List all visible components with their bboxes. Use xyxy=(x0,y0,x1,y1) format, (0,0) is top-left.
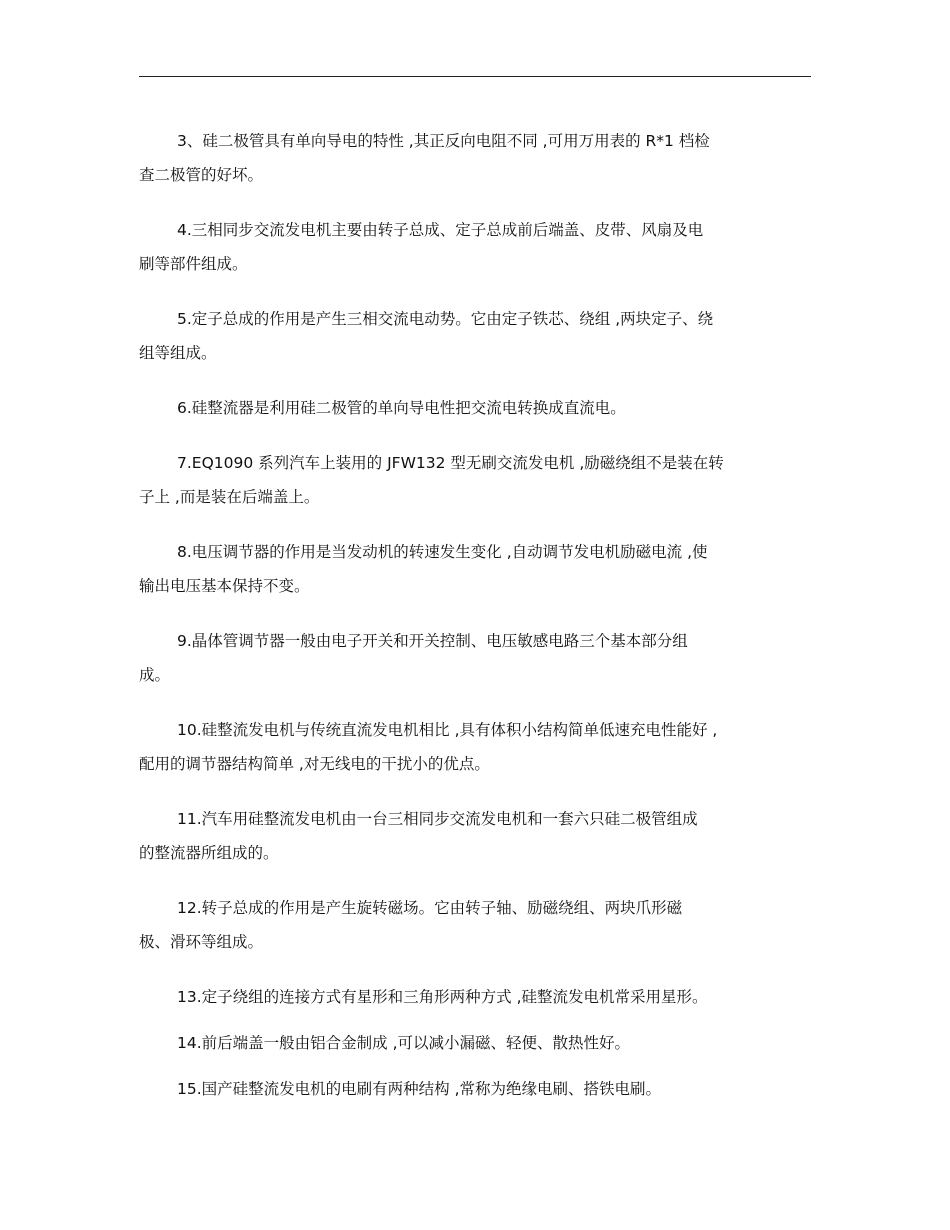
document-body xyxy=(139,124,811,1106)
paragraph-12-line-1: 12.转子总成的作用是产生旋转磁场。它由转子轴、励磁绕组、两块爪形磁 xyxy=(177,899,683,917)
paragraph-15-line-1: 15.国产硅整流发电机的电刷有两种结构 ,常称为绝缘电刷、搭铁电刷。 xyxy=(177,1080,662,1098)
paragraph-5-line-2: 组等组成。 xyxy=(139,344,217,362)
paragraph-13 xyxy=(139,980,811,1014)
paragraph-11 xyxy=(139,802,811,870)
paragraph-3 xyxy=(139,124,811,192)
paragraph-11-line-2: 的整流器所组成的。 xyxy=(139,844,279,862)
paragraph-4 xyxy=(139,213,811,281)
paragraph-3-line-1: 3、硅二极管具有单向导电的特性 ,其正反向电阻不同 ,可用万用表的 R*1 档检 xyxy=(177,132,710,150)
paragraph-14-line-1: 14.前后端盖一般由铝合金制成 ,可以减小漏磁、轻便、散热性好。 xyxy=(177,1034,631,1052)
paragraph-7-line-1: 7.EQ1090 系列汽车上装用的 JFW132 型无刷交流发电机 ,励磁绕组不是装在转 xyxy=(177,454,724,472)
header-rule xyxy=(139,76,811,77)
paragraph-10 xyxy=(139,713,811,781)
paragraph-15 xyxy=(139,1072,811,1106)
paragraph-9-line-1: 9.晶体管调节器一般由电子开关和开关控制、电压敏感电路三个基本部分组 xyxy=(177,632,688,650)
paragraph-6-line-1: 6.硅整流器是利用硅二极管的单向导电性把交流电转换成直流电。 xyxy=(177,399,626,417)
paragraph-12 xyxy=(139,891,811,959)
paragraph-6 xyxy=(139,391,811,425)
paragraph-14 xyxy=(139,1026,811,1060)
paragraph-4-line-1: 4.三相同步交流发电机主要由转子总成、定子总成前后端盖、皮带、风扇及电 xyxy=(177,221,704,239)
paragraph-10-line-1: 10.硅整流发电机与传统直流发电机相比 ,具有体积小结构简单低速充电性能好 , xyxy=(177,721,718,739)
paragraph-12-line-2: 极、滑环等组成。 xyxy=(139,933,264,951)
paragraph-10-line-2: 配用的调节器结构简单 ,对无线电的干扰小的优点。 xyxy=(139,755,490,773)
paragraph-3-line-2: 查二极管的好坏。 xyxy=(139,166,264,184)
paragraph-7-line-2: 子上 ,而是装在后端盖上。 xyxy=(139,488,320,506)
paragraph-13-line-1: 13.定子绕组的连接方式有星形和三角形两种方式 ,硅整流发电机常采用星形。 xyxy=(177,988,708,1006)
paragraph-9-line-2: 成。 xyxy=(139,666,171,684)
paragraph-8 xyxy=(139,535,811,603)
paragraph-8-line-2: 输出电压基本保持不变。 xyxy=(139,577,310,595)
paragraph-5-line-1: 5.定子总成的作用是产生三相交流电动势。它由定子铁芯、绕组 ,两块定子、绕 xyxy=(177,310,714,328)
paragraph-5 xyxy=(139,302,811,370)
paragraph-11-line-1: 11.汽车用硅整流发电机由一台三相同步交流发电机和一套六只硅二极管组成 xyxy=(177,810,698,828)
paragraph-7 xyxy=(139,446,811,514)
paragraph-8-line-1: 8.电压调节器的作用是当发动机的转速发生变化 ,自动调节发电机励磁电流 ,使 xyxy=(177,543,708,561)
paragraph-4-line-2: 刷等部件组成。 xyxy=(139,255,248,273)
paragraph-9 xyxy=(139,624,811,692)
